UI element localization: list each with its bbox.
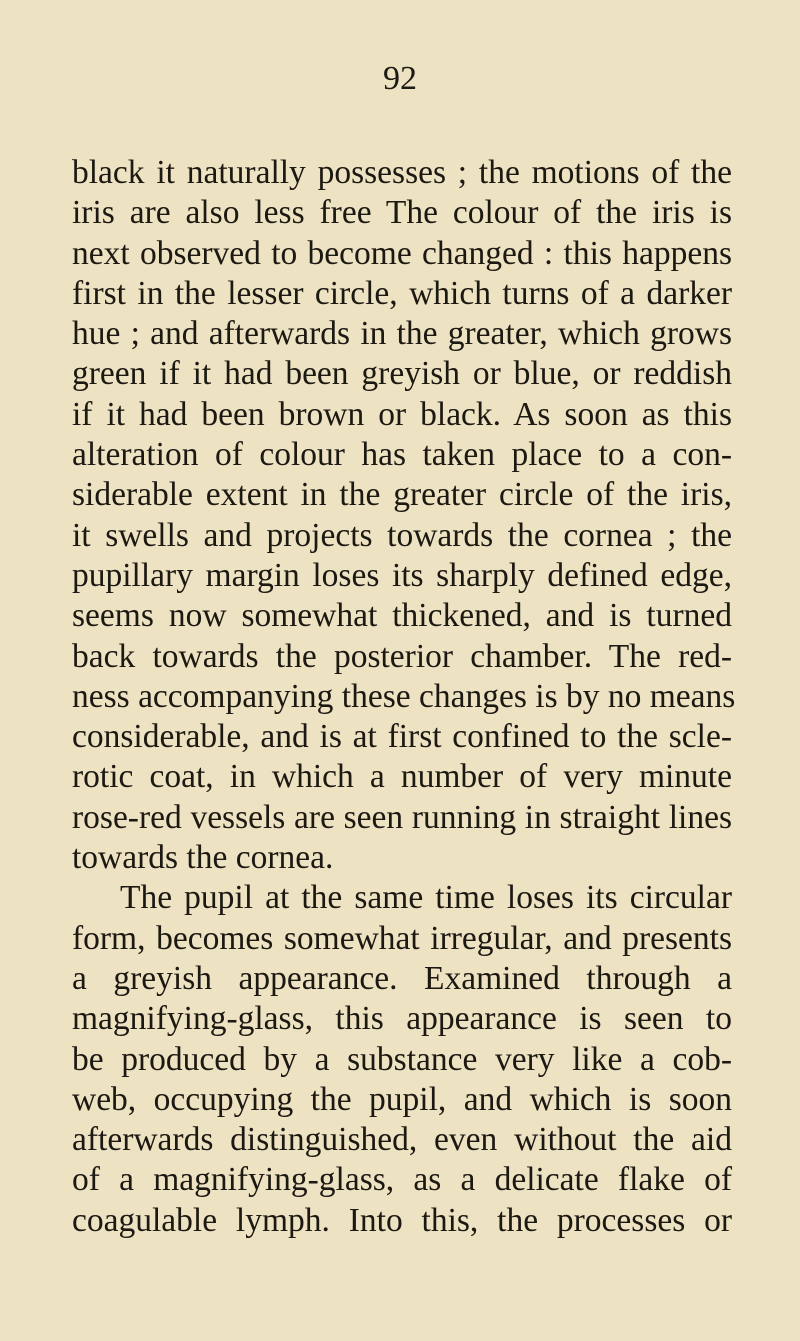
text-line: coagulable lymph. Into this, the processes or bbox=[72, 1201, 732, 1239]
text-line: back towards the posterior chamber. The red- bbox=[72, 637, 732, 675]
text-line: siderable extent in the greater circle of the iris, bbox=[72, 476, 732, 514]
text-line: hue ; and afterwards in the greater, which grows bbox=[72, 315, 732, 353]
page-number: 92 bbox=[383, 60, 417, 97]
text-line: rotic coat, in which a number of very minute bbox=[72, 758, 732, 796]
text-line: green if it had been greyish or blue, or reddish bbox=[72, 355, 732, 393]
text-line: black it naturally possesses ; the motions of the bbox=[72, 154, 732, 191]
text-line: if it had been brown or black. As soon as this bbox=[72, 395, 732, 433]
paragraph-start-line: The pupil at the same time loses its circular bbox=[120, 879, 732, 917]
paragraph-end-line: towards the cornea. bbox=[72, 839, 334, 877]
text-line: alteration of colour has taken place to a con- bbox=[72, 436, 732, 474]
text-line: of a magnifying-glass, as a delicate flake of bbox=[72, 1161, 732, 1199]
text-line: a greyish appearance. Examined through a bbox=[72, 959, 732, 997]
text-line: seems now somewhat thickened, and is turned bbox=[72, 597, 732, 635]
text-line: be produced by a substance very like a cob- bbox=[72, 1040, 732, 1078]
text-line: magnifying-glass, this appearance is seen to bbox=[72, 1000, 732, 1038]
text-line: iris are also less free The colour of the iris is bbox=[72, 194, 732, 232]
text-line: first in the lesser circle, which turns of a darker bbox=[72, 274, 732, 312]
text-line: rose-red vessels are seen running in straight lines bbox=[72, 798, 732, 836]
text-line: considerable, and is at first confined to the scle- bbox=[72, 718, 732, 756]
text-line: it swells and projects towards the cornea ; the bbox=[72, 516, 732, 554]
text-line: form, becomes somewhat irregular, and presents bbox=[72, 919, 732, 957]
text-line: web, occupying the pupil, and which is soon bbox=[72, 1080, 732, 1118]
text-line: afterwards distinguished, even without the aid bbox=[72, 1121, 732, 1159]
text-line: ness accompanying these changes is by no means bbox=[72, 677, 736, 715]
text-line: pupillary margin loses its sharply defined edge, bbox=[72, 556, 732, 594]
body-text bbox=[72, 153, 736, 1241]
text-line: next observed to become changed : this happens bbox=[72, 234, 732, 272]
